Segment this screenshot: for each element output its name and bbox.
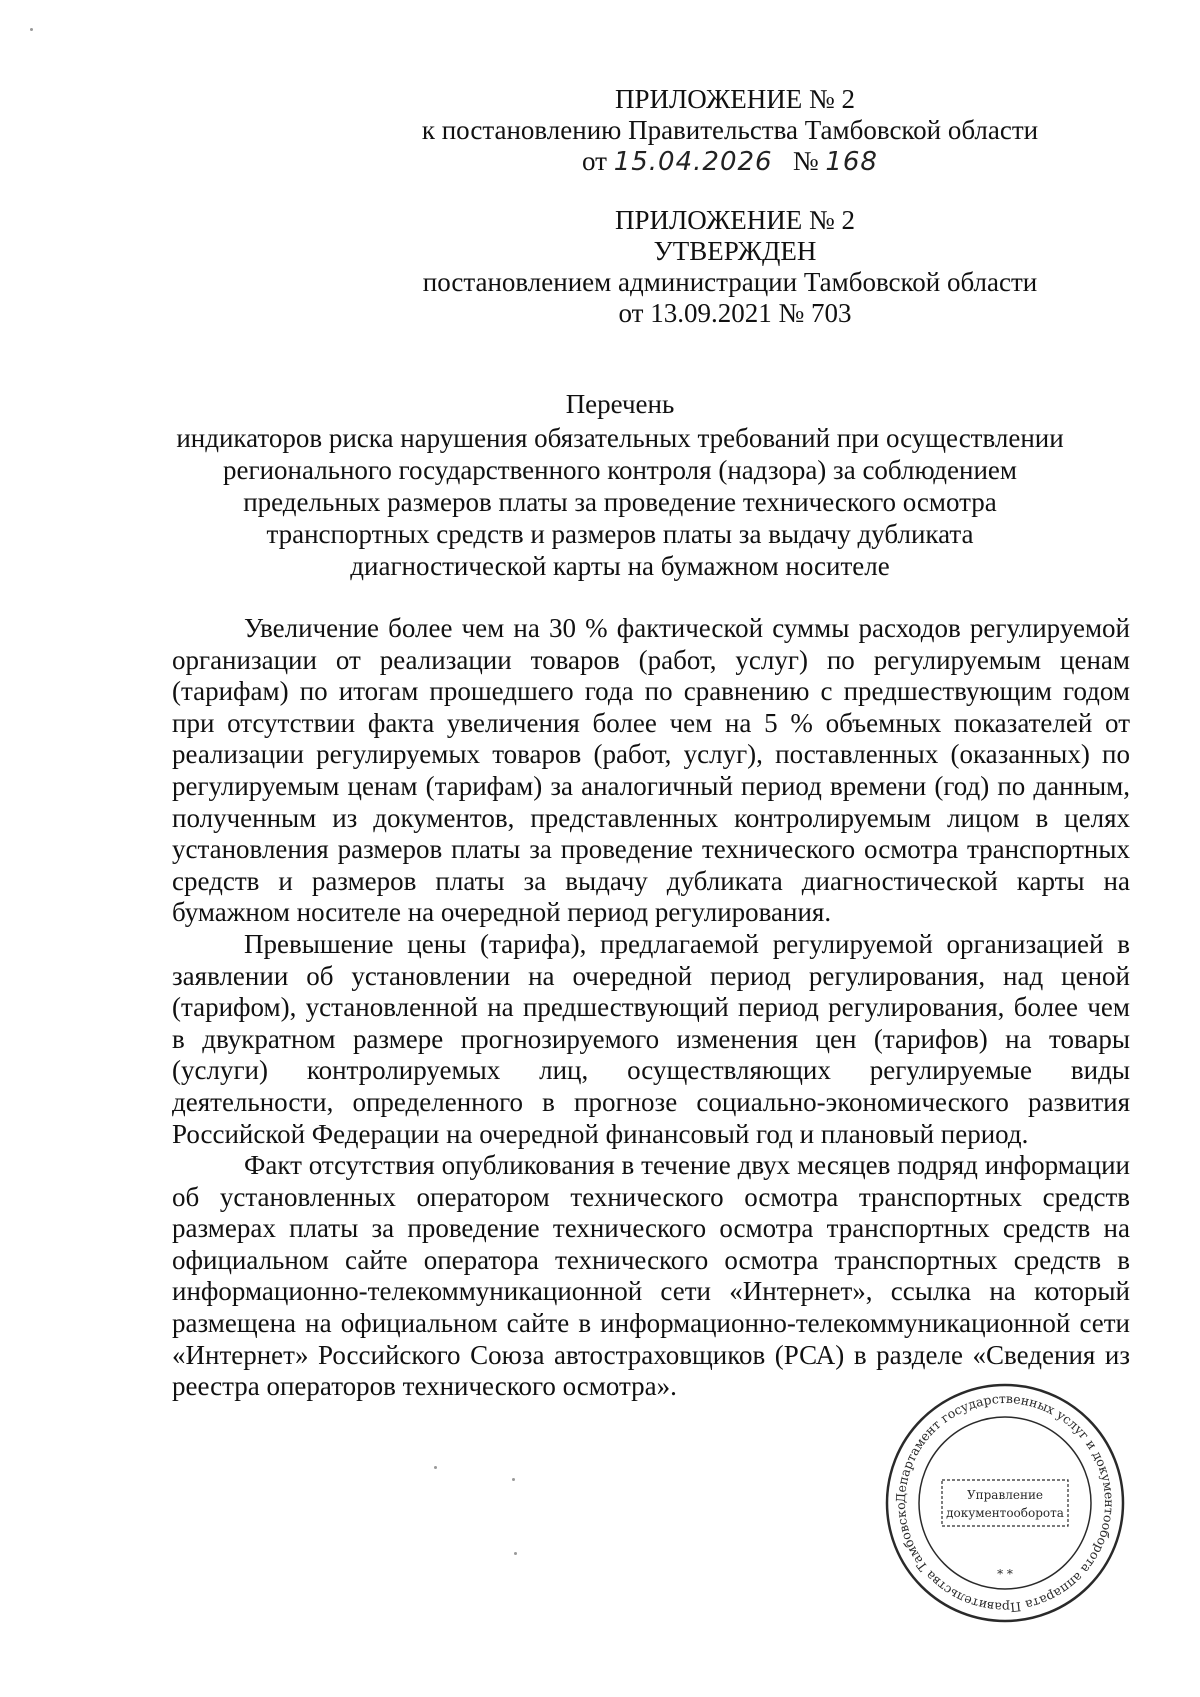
scan-speck xyxy=(512,1478,515,1481)
original-date-number: от 13.09.2021 № 703 xyxy=(618,298,852,328)
title-line: транспортных средств и размеров платы за выдачу дубликата xyxy=(266,519,974,549)
date-prefix: от xyxy=(582,146,607,176)
title-line: индикаторов риска нарушения обязательных требований при осуществлении xyxy=(176,423,1064,453)
appendix-current-resolution: к постановлению Правительства Тамбовской области xyxy=(421,115,1039,145)
document-body xyxy=(172,613,1130,1403)
stamp-center-line1: Управление xyxy=(966,1488,1044,1502)
approved-by-resolution: постановлением администрации Тамбовской области xyxy=(422,267,1038,297)
scan-speck xyxy=(30,28,33,31)
stamp-star-icon: * * xyxy=(997,1567,1013,1581)
handwritten-date: 15.04.2026 xyxy=(613,147,773,177)
number-sign: № xyxy=(792,146,819,176)
appendix-current-date-line xyxy=(420,146,1040,178)
document-title xyxy=(120,388,1120,582)
paragraph-risk-indicator-2: Превышение цены (тарифа), предлагаемой регулируемой организацией в заявлении об установлении на очередной период регулирования, над ценой (тарифом), установленной на предшествующий период регулирования, более чем в двукратном размере прогнозируемого изменения цен (тарифов) на товары (услуги) контролируемых лиц, осуществляющих регулируемые виды деятельности, определенного в прогнозе социально-экономического развития Российской Федерации на очередной финансовый год и плановый период. xyxy=(172,928,1130,1149)
appendix-original-title: ПРИЛОЖЕНИЕ № 2 xyxy=(614,205,856,235)
appendix-current-title: ПРИЛОЖЕНИЕ № 2 xyxy=(614,84,856,114)
title-line: диагностической карты на бумажном носителе xyxy=(350,551,890,581)
handwritten-number: 168 xyxy=(825,147,878,177)
scan-speck xyxy=(514,1552,517,1555)
scan-speck xyxy=(434,1466,437,1469)
title-heading: Перечень xyxy=(565,389,675,419)
paragraph-risk-indicator-3: Факт отсутствия опубликования в течение двух месяцев подряд информации об установленных оператором технического осмотра транспортных средств размерах платы за проведение технического осмотра транспортных средств на официальном сайте оператора технического осмотра транспортных средств в информационно-телекоммуникационной сети «Интернет», ссылка на который размещена на официальном сайте в информационно-телекоммуникационной сети «Интернет» Российского Союза автостраховщиков (РСА) в разделе «Сведения из реестра операторов технического осмотра». xyxy=(172,1150,1130,1402)
stamp-seal-icon xyxy=(880,1378,1130,1628)
title-line: регионального государственного контроля (надзора) за соблюдением xyxy=(223,455,1017,485)
official-stamp xyxy=(880,1378,1130,1628)
stamp-outer-text: Департамент государственных услуг и документооборота аппарата Правительства Тамбовско xyxy=(892,1390,1118,1616)
appendix-original-header xyxy=(420,205,1040,329)
approved-label: УТВЕРЖДЕН xyxy=(653,236,817,266)
stamp-center-line2: документооборота xyxy=(946,1506,1064,1520)
paragraph-risk-indicator-1: Увеличение более чем на 30 % фактической суммы расходов регулируемой организации от реализации товаров (работ, услуг) по регулируемым ценам (тарифам) по итогам прошедшего года по сравнению с предшествующим годом при отсутствии факта увеличения более чем на 5 % объемных показателей от реализации регулируемых товаров (работ, услуг), поставленных (оказанных) по регулируемым ценам (тарифам) за аналогичный период времени (год) по данным, полученным из документов, представленных контролируемым лицом в целях установления размеров платы за проведение технического осмотра транспортных средств и размеров платы за выдачу дубликата диагностической карты на бумажном носителе на очередной период регулирования. xyxy=(172,613,1130,928)
title-line: предельных размеров платы за проведение технического осмотра xyxy=(243,487,997,517)
appendix-current-header xyxy=(420,84,1040,178)
